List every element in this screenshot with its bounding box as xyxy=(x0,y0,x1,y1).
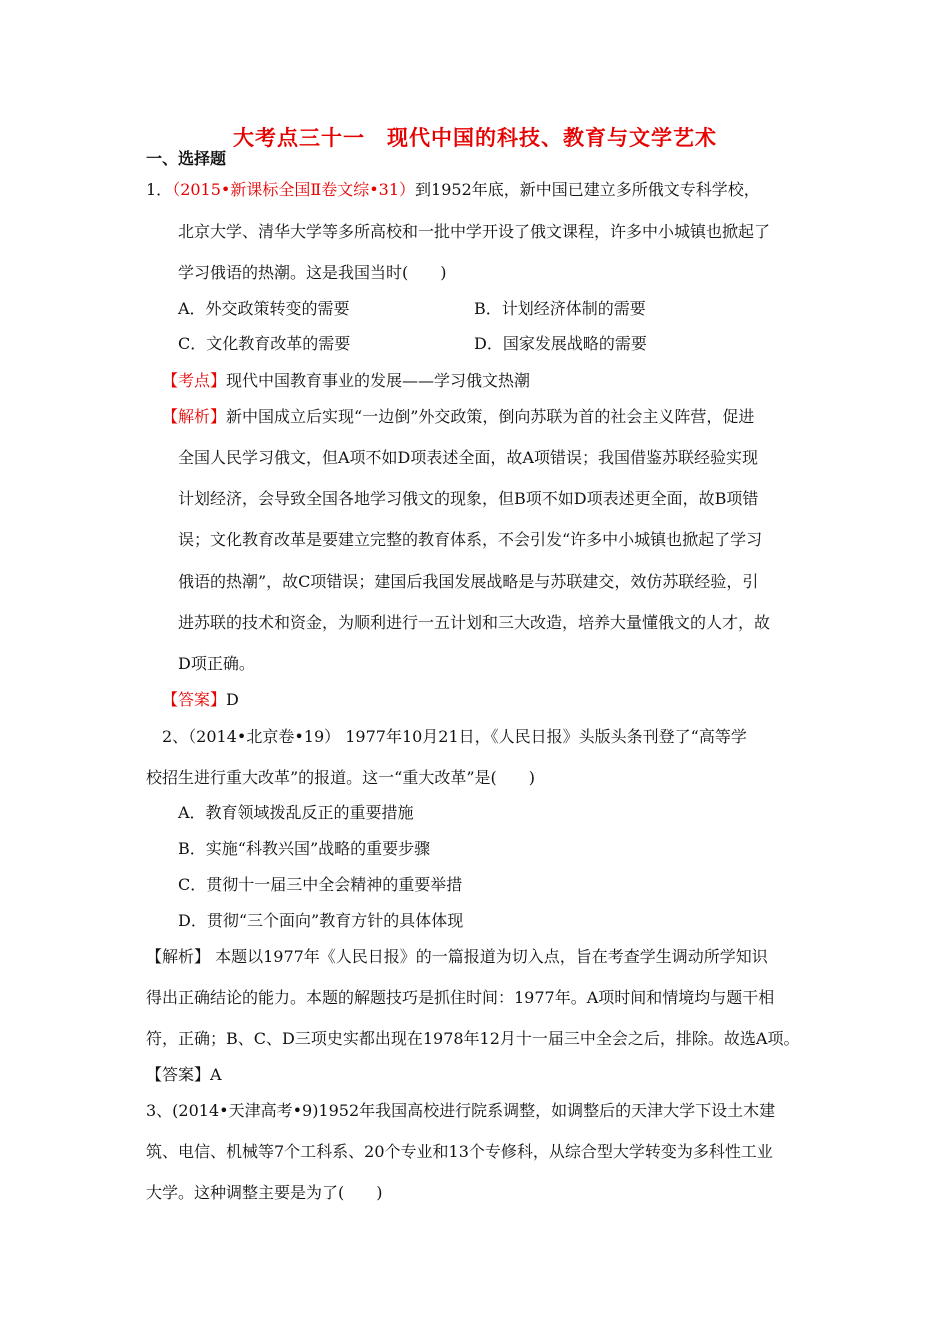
q2-option-a: A．教育领域拨乱反正的重要措施 xyxy=(178,803,414,822)
q2-jiexi-line: 符，正确；B、C、D三项史实都出现在1978年12月十一届三中全会之后，排除。故选A项。 xyxy=(146,1029,800,1048)
jiexi-line: 俄语的热潮”，故C项错误；建国后我国发展战略是与苏联建交，效仿苏联经验，引 xyxy=(178,572,759,591)
answer-label: 【答案】 xyxy=(162,690,227,709)
question-stem-line: 学习俄语的热潮。这是我国当时( ) xyxy=(178,263,447,282)
jiexi-line: 进苏联的技术和资金，为顺利进行一五计划和三大改造，培养大量懂俄文的人才，故 xyxy=(178,613,771,632)
kaodian-text: 现代中国教育事业的发展——学习俄文热潮 xyxy=(226,371,531,390)
jiexi-label: 【解析】 xyxy=(162,407,227,426)
question-source: （2015•新课标全国Ⅱ卷文综•31） xyxy=(172,180,416,199)
q2-option-c: C．贯彻十一届三中全会精神的重要举措 xyxy=(178,875,463,894)
q2-jiexi-line: 【解析】 本题以1977年《人民日报》的一篇报道为切入点，旨在考查学生调动所学知识 xyxy=(146,947,768,966)
q2-option-d: D．贯彻“三个面向”教育方针的具体体现 xyxy=(178,911,464,930)
question-2-stem-line: 校招生进行重大改革”的报道。这一“重大改革”是( ) xyxy=(146,768,536,787)
jiexi-line: 新中国成立后实现“一边倒”外交政策，倒向苏联为首的社会主义阵营，促进 xyxy=(226,407,755,426)
question-3-stem-line: 筑、电信、机械等7个工科系、20个专业和13个专修科，从综合型大学转变为多科性工业 xyxy=(146,1142,773,1161)
question-2-stem-line: 2、（2014•北京卷•19） 1977年10月21日，《人民日报》头版头条刊登了“高等学 xyxy=(162,727,747,746)
option-c: C．文化教育改革的需要 xyxy=(178,334,351,353)
q2-answer: 【答案】A xyxy=(146,1065,222,1084)
option-b: B．计划经济体制的需要 xyxy=(474,299,646,318)
jiexi-line: D项正确。 xyxy=(178,654,255,673)
jiexi-first-line xyxy=(162,407,754,427)
question-number: 1． xyxy=(146,180,173,199)
question-1-first-line xyxy=(146,180,760,200)
page-title: 大考点三十一 现代中国的科技、教育与文学艺术 xyxy=(233,126,717,150)
q2-jiexi-line: 得出正确结论的能力。本题的解题技巧是抓住时间：1977年。A项时间和情境均与题干相 xyxy=(146,988,775,1007)
q2-option-b: B．实施“科教兴国”战略的重要步骤 xyxy=(178,839,431,858)
question-3-stem-line: 3、(2014•天津高考•9)1952年我国高校进行院系调整，如调整后的天津大学下设土木建 xyxy=(146,1101,776,1120)
section-heading: 一、选择题 xyxy=(146,149,227,168)
answer xyxy=(162,690,239,710)
question-3-stem-line: 大学。这种调整主要是为了( ) xyxy=(146,1183,383,1202)
kaodian-label: 【考点】 xyxy=(162,371,227,390)
question-stem-line: 到1952年底，新中国已建立多所俄文专科学校， xyxy=(415,180,760,199)
option-a: A．外交政策转变的需要 xyxy=(178,299,350,318)
answer-value: D xyxy=(226,690,239,709)
kaodian xyxy=(162,371,530,391)
question-stem-line: 北京大学、清华大学等多所高校和一批中学开设了俄文课程，许多中小城镇也掀起了 xyxy=(178,222,771,241)
jiexi-line: 全国人民学习俄文，但A项不如D项表述全面，故A项错误；我国借鉴苏联经验实现 xyxy=(178,448,758,467)
jiexi-line: 误；文化教育改革是要建立完整的教育体系，不会引发“许多中小城镇也掀起了学习 xyxy=(178,530,763,549)
jiexi-line: 计划经济，会导致全国各地学习俄文的现象，但B项不如D项表述更全面，故B项错 xyxy=(178,489,759,508)
option-d: D．国家发展战略的需要 xyxy=(474,334,647,353)
